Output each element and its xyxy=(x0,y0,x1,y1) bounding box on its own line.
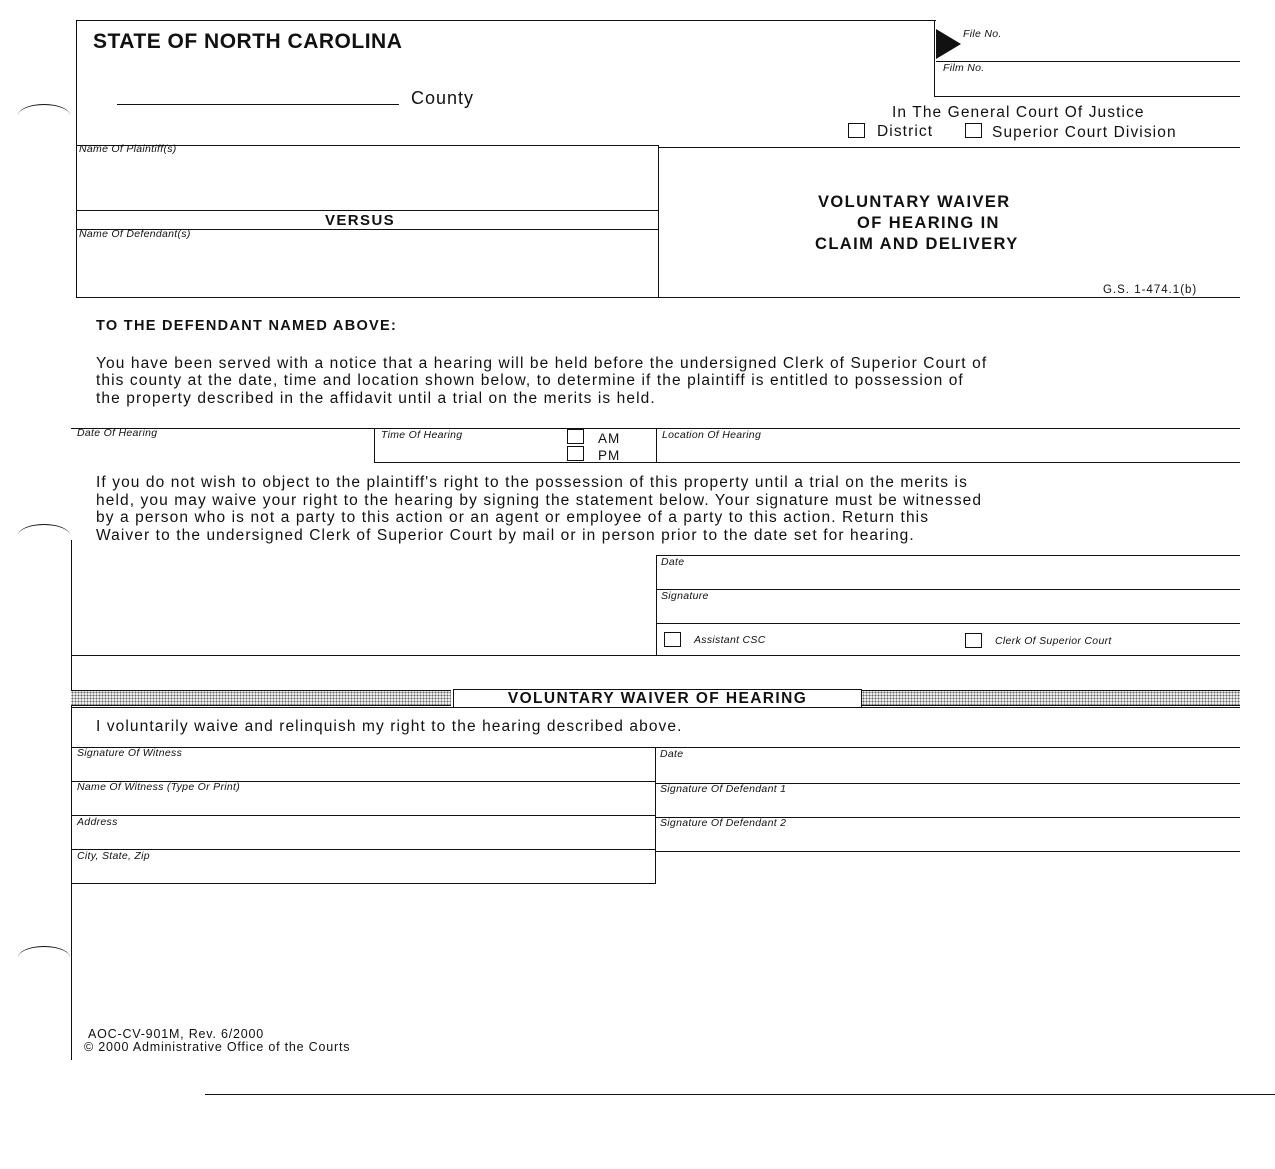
city-state-zip-line xyxy=(71,883,655,884)
state-title: STATE OF NORTH CAROLINA xyxy=(93,30,403,53)
parties-bottom-line xyxy=(76,297,1240,298)
form-title-line3: CLAIM AND DELIVERY xyxy=(815,235,1019,253)
county-blank xyxy=(117,104,399,105)
county-label: County xyxy=(411,88,475,108)
am-checkbox[interactable] xyxy=(567,429,584,444)
hearing-time-label: Time Of Hearing xyxy=(381,429,463,441)
versus-label: VERSUS xyxy=(325,212,396,229)
witness-address-line xyxy=(71,849,655,850)
binder-hole-mark xyxy=(18,524,70,547)
witness-signature-label: Signature Of Witness xyxy=(77,747,183,759)
assistant-csc-label: Assistant CSC xyxy=(694,634,766,646)
hearing-date-label: Date Of Hearing xyxy=(77,427,158,439)
pm-checkbox[interactable] xyxy=(567,446,584,461)
pm-label: PM xyxy=(598,448,621,463)
defendant-label: Name Of Defendant(s) xyxy=(79,228,191,240)
page-bottom-line xyxy=(205,1094,1275,1095)
file-box-border xyxy=(934,20,935,96)
plaintiff-label: Name Of Plaintiff(s) xyxy=(79,143,177,155)
superior-court-label: Superior Court Division xyxy=(992,124,1177,141)
left-border xyxy=(76,20,77,298)
clerk-signature-line xyxy=(656,623,1240,624)
waiver-fields-divider xyxy=(655,747,656,884)
waiver-statement: I voluntarily waive and relinquish my right to the hearing described above. xyxy=(96,718,683,735)
defendant2-line xyxy=(655,851,1240,852)
waiver-heading-line xyxy=(71,707,1240,708)
witness-name-line xyxy=(71,815,655,816)
waiver-heading: VOLUNTARY WAIVER OF HEARING xyxy=(507,690,808,707)
form-code: AOC-CV-901M, Rev. 6/2000 xyxy=(88,1027,264,1041)
file-arrow-icon xyxy=(936,29,961,59)
title-top-line xyxy=(658,147,1240,148)
defendant2-signature-label: Signature Of Defendant 2 xyxy=(660,817,787,829)
assistant-csc-checkbox[interactable] xyxy=(664,632,681,647)
district-checkbox[interactable] xyxy=(848,123,865,138)
clerk-bottom-line xyxy=(71,655,1240,656)
hearing-divider xyxy=(656,428,657,462)
instruction-line: held, you may waive your right to the hearing by signing the statement below. Your signature must be witnessed xyxy=(96,492,983,509)
waiver-date-label: Date xyxy=(660,748,684,760)
plaintiff-line xyxy=(76,210,658,211)
form-title-line2: OF HEARING IN xyxy=(857,214,1000,232)
notice-line: this county at the date, time and location shown below, to determine if the plaintiff is entitled to possession of xyxy=(96,372,964,389)
defendant1-signature-label: Signature Of Defendant 1 xyxy=(660,783,787,795)
witness-address-label: Address xyxy=(77,816,118,828)
notice-line: You have been served with a notice that a hearing will be held before the undersigned Clerk of Superior Court of xyxy=(96,355,988,372)
notice-line: the property described in the affidavit until a trial on the merits is held. xyxy=(96,390,656,407)
film-no-line xyxy=(934,96,1240,97)
waiver-hatch-bar xyxy=(862,690,1240,706)
clerk-superior-court-label: Clerk Of Superior Court xyxy=(995,635,1112,647)
film-no-label: Film No. xyxy=(943,62,985,74)
witness-name-label: Name Of Witness (Type Or Print) xyxy=(77,781,241,793)
statute-reference: G.S. 1-474.1(b) xyxy=(1103,284,1198,296)
clerk-superior-court-checkbox[interactable] xyxy=(965,633,982,648)
hearing-divider xyxy=(374,428,375,462)
clerk-top-line xyxy=(656,555,1240,556)
hearing-bottom-line xyxy=(374,462,1240,463)
top-border xyxy=(76,20,936,21)
binder-hole-mark xyxy=(18,104,70,127)
parties-divider xyxy=(658,145,659,297)
instruction-line: by a person who is not a party to this action or an agent or employee of a party to this action. Return this xyxy=(96,509,930,526)
waiver-hatch-bar xyxy=(71,690,451,706)
city-state-zip-label: City, State, Zip xyxy=(77,850,150,862)
form-title-line1: VOLUNTARY WAIVER xyxy=(818,193,1011,211)
superior-court-checkbox[interactable] xyxy=(965,123,982,138)
instruction-line: Waiver to the undersigned Clerk of Superior Court by mail or in person prior to the date set for hearing. xyxy=(96,527,915,544)
file-no-label: File No. xyxy=(963,28,1002,40)
clerk-divider xyxy=(656,555,657,655)
binder-hole-mark xyxy=(18,946,70,969)
hearing-location-label: Location Of Hearing xyxy=(662,429,762,441)
instruction-line: If you do not wish to object to the plaintiff's right to the possession of this property until a trial on the merits is xyxy=(96,474,968,491)
copyright: © 2000 Administrative Office of the Courts xyxy=(84,1040,351,1054)
district-label: District xyxy=(877,123,934,140)
am-label: AM xyxy=(598,431,621,446)
left-border xyxy=(71,540,72,1060)
clerk-date-label: Date xyxy=(661,556,685,568)
court-title: In The General Court Of Justice xyxy=(892,104,1145,121)
clerk-date-line xyxy=(656,589,1240,590)
notice-heading: TO THE DEFENDANT NAMED ABOVE: xyxy=(96,318,398,334)
clerk-signature-label: Signature xyxy=(661,590,709,602)
